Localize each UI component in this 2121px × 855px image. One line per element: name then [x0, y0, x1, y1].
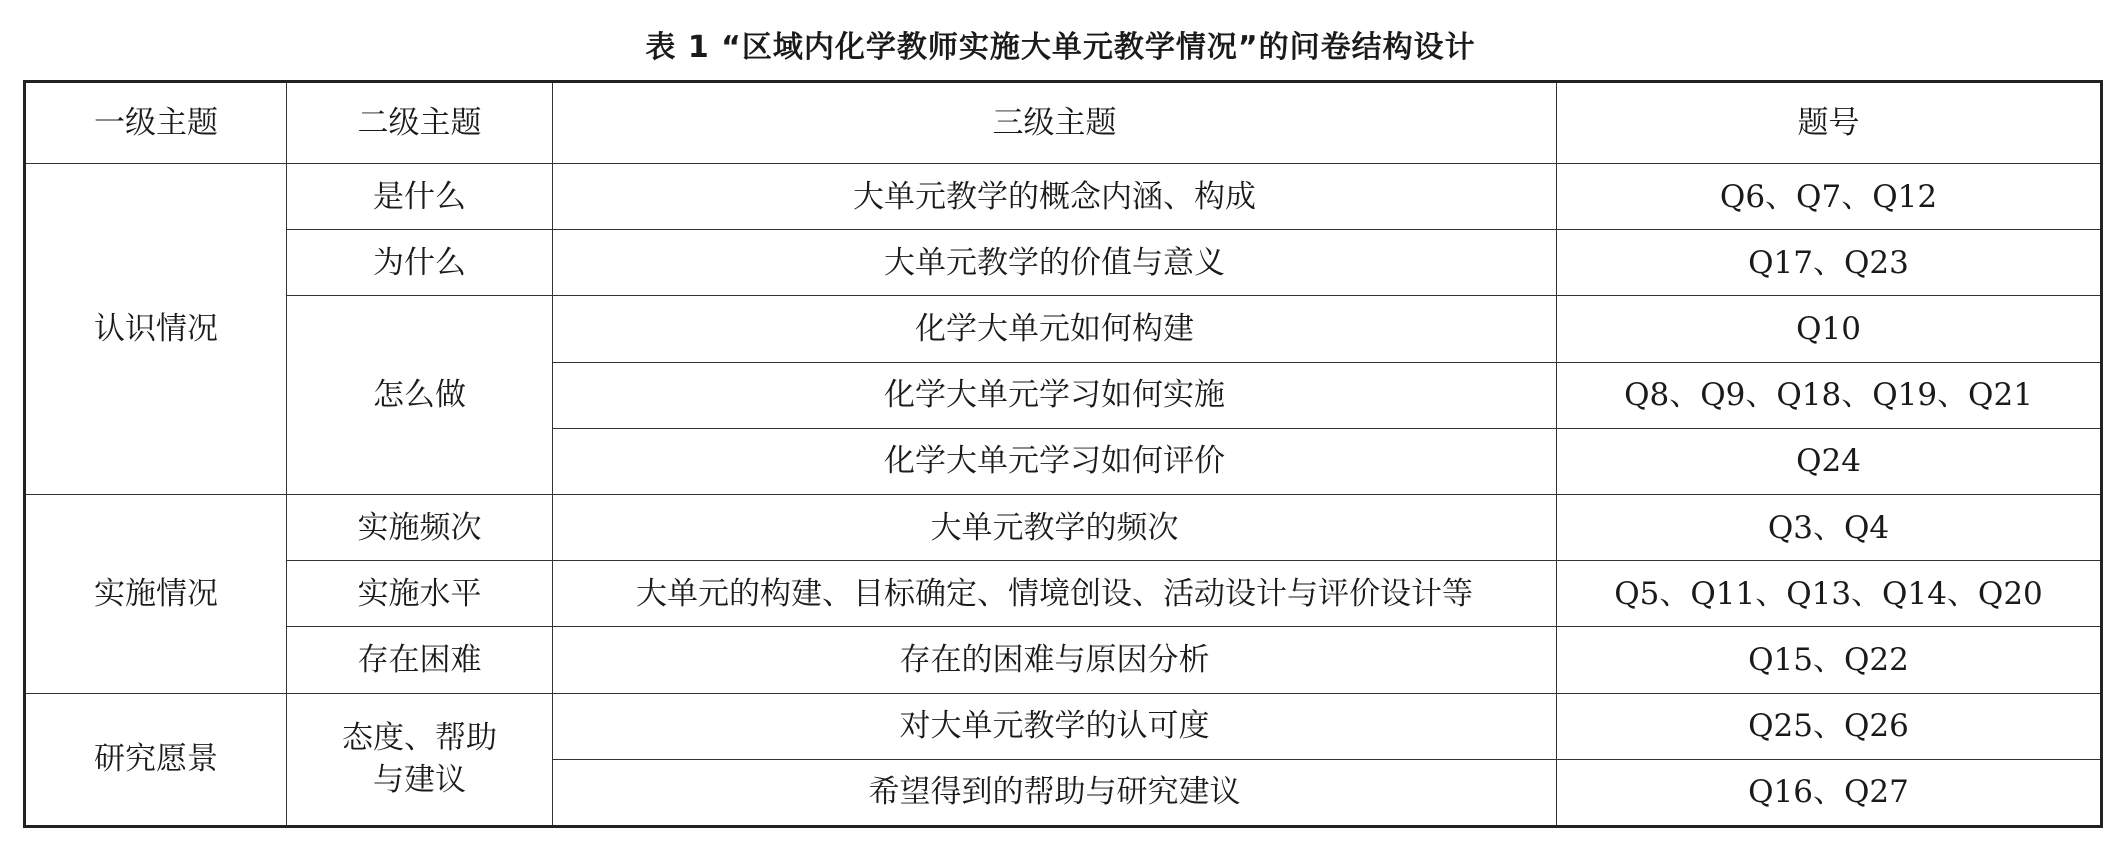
level3-cell: 对大单元教学的认可度 [553, 693, 1557, 759]
header-level1: 一级主题 [25, 82, 287, 164]
level2-cell: 存在困难 [287, 627, 553, 693]
level2-cell: 实施水平 [287, 561, 553, 627]
level2-cell-line: 态度、帮助 [342, 720, 497, 757]
question-no-cell: Q17、Q23 [1557, 230, 2102, 296]
level3-cell: 存在的困难与原因分析 [553, 627, 1557, 693]
header-level2: 二级主题 [287, 82, 553, 164]
table-row [25, 627, 2102, 693]
level3-cell: 化学大单元学习如何评价 [553, 428, 1557, 494]
question-no-cell: Q24 [1557, 428, 2102, 494]
level2-cell-line: 与建议 [373, 762, 466, 799]
question-no-cell: Q3、Q4 [1557, 494, 2102, 560]
level1-cell: 认识情况 [25, 164, 287, 495]
question-no-cell: Q25、Q26 [1557, 693, 2102, 759]
level1-cell: 研究愿景 [25, 693, 287, 827]
question-no-cell: Q5、Q11、Q13、Q14、Q20 [1557, 561, 2102, 627]
header-question-no: 题号 [1557, 82, 2102, 164]
table-row [25, 693, 2102, 759]
level3-cell: 大单元教学的概念内涵、构成 [553, 164, 1557, 230]
header-row [25, 82, 2102, 164]
level1-cell: 实施情况 [25, 494, 287, 693]
table-row [25, 230, 2102, 296]
table-row [25, 561, 2102, 627]
table-caption: 表 1 “区域内化学教师实施大单元教学情况”的问卷结构设计 [645, 30, 1476, 65]
level2-cell: 实施频次 [287, 494, 553, 560]
level2-cell: 是什么 [287, 164, 553, 230]
level2-cell: 怎么做 [287, 296, 553, 495]
question-no-cell: Q15、Q22 [1557, 627, 2102, 693]
question-no-cell: Q8、Q9、Q18、Q19、Q21 [1557, 362, 2102, 428]
header-level3: 三级主题 [553, 82, 1557, 164]
table-row [25, 164, 2102, 230]
level3-cell: 化学大单元如何构建 [553, 296, 1557, 362]
table-row [25, 296, 2102, 362]
level3-cell: 大单元教学的频次 [553, 494, 1557, 560]
table-row [25, 494, 2102, 560]
level3-cell: 大单元教学的价值与意义 [553, 230, 1557, 296]
level3-cell: 化学大单元学习如何实施 [553, 362, 1557, 428]
level3-cell: 希望得到的帮助与研究建议 [553, 759, 1557, 826]
question-no-cell: Q10 [1557, 296, 2102, 362]
level3-cell: 大单元的构建、目标确定、情境创设、活动设计与评价设计等 [553, 561, 1557, 627]
level2-cell: 为什么 [287, 230, 553, 296]
question-no-cell: Q16、Q27 [1557, 759, 2102, 826]
level2-cell [287, 693, 553, 827]
question-no-cell: Q6、Q7、Q12 [1557, 164, 2102, 230]
questionnaire-structure-table [23, 80, 2103, 828]
